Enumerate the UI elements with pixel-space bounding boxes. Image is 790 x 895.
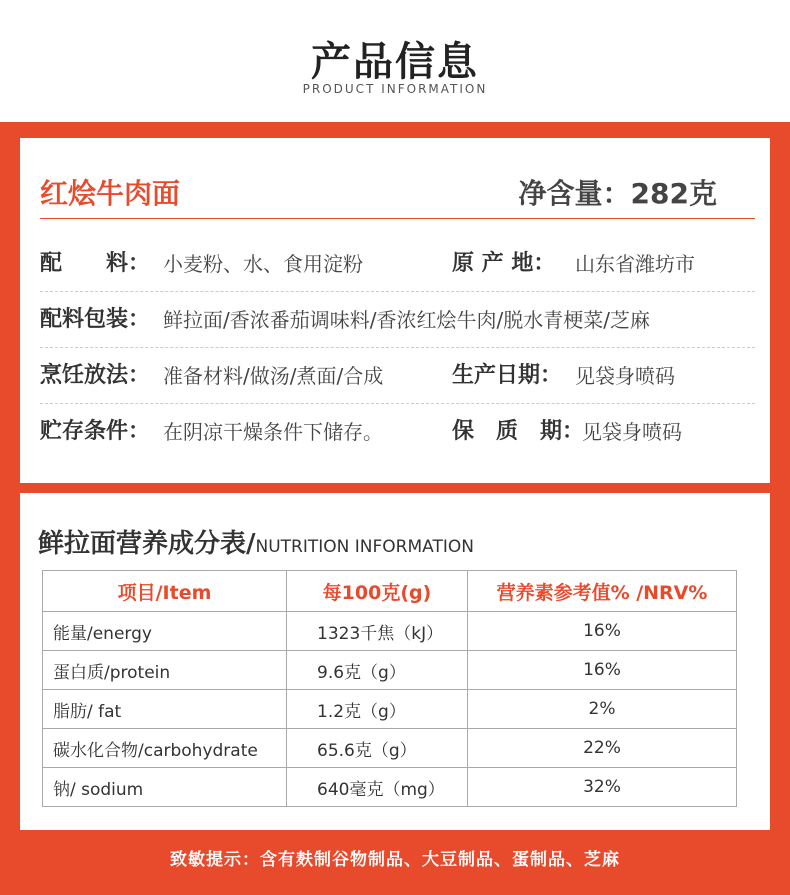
origin-label: 原 产 地： bbox=[452, 251, 556, 276]
allergy-notice: 致敏提示：含有麸制谷物制品、大豆制品、蛋制品、芝麻 bbox=[170, 850, 620, 870]
nutrient-amount: 65.6克（g） bbox=[287, 729, 468, 768]
header-nrv: 营养素参考值% /NRV% bbox=[468, 571, 737, 612]
info-row-storage bbox=[40, 404, 755, 460]
nutrient-name: 钠/ sodium bbox=[43, 768, 287, 807]
production-date-value: 见袋身喷码 bbox=[575, 364, 675, 388]
nutrient-name: 脂肪/ fat bbox=[43, 690, 287, 729]
page-title: 产品信息 bbox=[311, 39, 479, 85]
nutrient-nrv: 22% bbox=[468, 729, 737, 768]
product-info-card bbox=[20, 138, 770, 493]
nutrient-nrv: 16% bbox=[468, 651, 737, 690]
nutrition-card bbox=[20, 493, 770, 830]
nutrient-nrv: 2% bbox=[468, 690, 737, 729]
nutrient-name: 碳水化合物/carbohydrate bbox=[43, 729, 287, 768]
table-row bbox=[43, 690, 737, 729]
package-value: 鲜拉面/香浓番茄调味料/香浓红烩牛肉/脱水青梗菜/芝麻 bbox=[163, 308, 650, 332]
nutrition-table bbox=[42, 570, 737, 807]
table-header-row bbox=[43, 571, 737, 612]
table-row bbox=[43, 729, 737, 768]
nutrient-amount: 9.6克（g） bbox=[287, 651, 468, 690]
nutrition-title-cn: 鲜拉面营养成分表/ bbox=[38, 529, 256, 559]
ingredients-value: 小麦粉、水、食用淀粉 bbox=[163, 252, 363, 276]
package-label: 配料包装： bbox=[40, 307, 151, 332]
nutrient-name: 蛋白质/protein bbox=[43, 651, 287, 690]
storage-value: 在阴凉干燥条件下储存。 bbox=[163, 420, 383, 444]
nutrition-title bbox=[38, 523, 474, 560]
table-row bbox=[43, 768, 737, 807]
nutrient-nrv: 16% bbox=[468, 612, 737, 651]
info-row-method bbox=[40, 348, 755, 404]
shelf-life-label: 保 质 期： bbox=[452, 419, 585, 444]
nutrition-title-en: NUTRITION INFORMATION bbox=[255, 537, 474, 557]
page-header bbox=[0, 0, 790, 122]
nutrient-name: 能量/energy bbox=[43, 612, 287, 651]
method-label: 烹饪放法： bbox=[40, 363, 151, 388]
table-row bbox=[43, 651, 737, 690]
method-value: 准备材料/做汤/煮面/合成 bbox=[163, 364, 384, 388]
ingredients-label: 配 料： bbox=[40, 251, 151, 276]
nutrient-amount: 1323千焦（kJ） bbox=[287, 612, 468, 651]
info-row-package bbox=[40, 292, 755, 348]
origin-value: 山东省潍坊市 bbox=[575, 252, 695, 276]
product-name: 红烩牛肉面 bbox=[40, 177, 181, 210]
net-weight: 净含量：282克 bbox=[518, 177, 717, 210]
production-date-label: 生产日期： bbox=[452, 363, 563, 388]
nutrient-amount: 640毫克（mg） bbox=[287, 768, 468, 807]
table-row bbox=[43, 612, 737, 651]
storage-label: 贮存条件： bbox=[40, 419, 151, 444]
header-per100g: 每100克(g) bbox=[287, 571, 468, 612]
nutrient-nrv: 32% bbox=[468, 768, 737, 807]
shelf-life-value: 见袋身喷码 bbox=[582, 420, 682, 444]
title-divider bbox=[40, 218, 755, 219]
info-row-ingredients bbox=[40, 236, 755, 292]
page-subtitle: PRODUCT INFORMATION bbox=[302, 82, 488, 96]
nutrient-amount: 1.2克（g） bbox=[287, 690, 468, 729]
header-item: 项目/Item bbox=[43, 571, 287, 612]
